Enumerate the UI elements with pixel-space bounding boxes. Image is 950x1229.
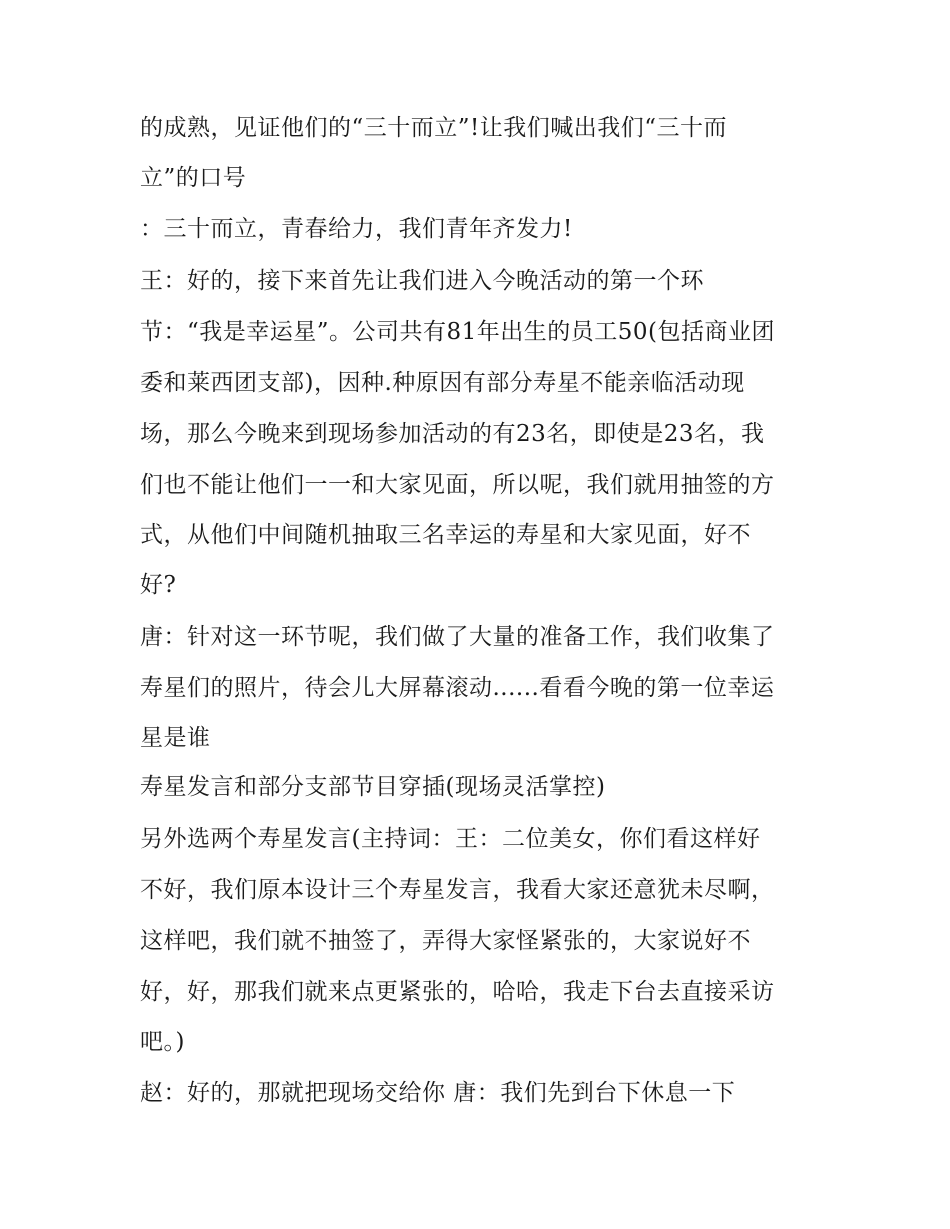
text-line: 寿星们的照片，待会儿大屏幕滚动......看看今晚的第一位幸运 bbox=[140, 675, 775, 701]
text-line: 式，从他们中间随机抽取三名幸运的寿星和大家见面，好不 bbox=[140, 522, 751, 548]
text-line: 吧。) bbox=[140, 1029, 185, 1055]
text-line: 王：好的，接下来首先让我们进入今晚活动的第一个环 bbox=[140, 268, 704, 294]
text-line: 寿星发言和部分支部节目穿插(现场灵活掌控) bbox=[140, 774, 606, 800]
text-line: 这样吧，我们就不抽签了，弄得大家怪紧张的，大家说好不 bbox=[140, 928, 751, 954]
text-line: 赵：好的，那就把现场交给你 唐：我们先到台下休息一下 bbox=[140, 1080, 736, 1106]
text-line: 委和莱西团支部)，因种.种原因有部分寿星不能亲临活动现 bbox=[140, 370, 745, 396]
text-line: 好? bbox=[140, 572, 177, 598]
text-line: 星是谁 bbox=[140, 725, 211, 751]
text-line: 好，好，那我们就来点更紧张的，哈哈，我走下台去直接采访 bbox=[140, 979, 775, 1005]
text-line: 另外选两个寿星发言(主持词：王：二位美女，你们看这样好 bbox=[140, 826, 761, 852]
text-line: 场，那么今晚来到现场参加活动的有23名，即使是23名，我 bbox=[140, 421, 765, 447]
text-line: 立”的口号 bbox=[140, 165, 247, 191]
text-line: 的成熟，见证他们的“三十而立”!让我们喊出我们“三十而 bbox=[140, 115, 728, 141]
text-line: ：三十而立，青春给力，我们青年齐发力! bbox=[140, 216, 573, 242]
text-line: 不好，我们原本设计三个寿星发言，我看大家还意犹未尽啊， bbox=[140, 877, 775, 903]
text-line: 唐：针对这一环节呢，我们做了大量的准备工作，我们收集了 bbox=[140, 624, 775, 650]
text-line: 们也不能让他们一一和大家见面，所以呢，我们就用抽签的方 bbox=[140, 472, 775, 498]
text-line: 节：“我是幸运星”。公司共有81年出生的员工50(包括商业团 bbox=[140, 319, 776, 345]
